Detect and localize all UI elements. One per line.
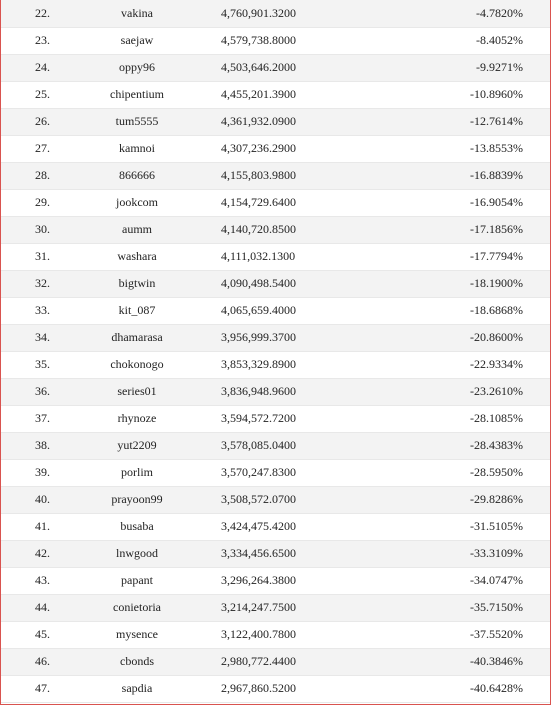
ranking-table — [1, 0, 550, 703]
percent-change-cell: -9.9271% — [357, 54, 550, 81]
table-row — [1, 540, 550, 567]
username-cell: papant — [83, 567, 191, 594]
percent-change-cell: -40.3846% — [357, 648, 550, 675]
table-row — [1, 81, 550, 108]
table-row — [1, 270, 550, 297]
table-row — [1, 0, 550, 27]
percent-change-cell: -16.8839% — [357, 162, 550, 189]
rank-cell: 43. — [1, 567, 83, 594]
value-cell: 3,956,999.3700 — [191, 324, 357, 351]
username-cell: yut2209 — [83, 432, 191, 459]
value-cell: 3,836,948.9600 — [191, 378, 357, 405]
rank-cell: 35. — [1, 351, 83, 378]
table-row — [1, 378, 550, 405]
percent-change-cell: -35.7150% — [357, 594, 550, 621]
username-cell: kit_087 — [83, 297, 191, 324]
rank-cell: 33. — [1, 297, 83, 324]
username-cell: washara — [83, 243, 191, 270]
rank-cell: 31. — [1, 243, 83, 270]
value-cell: 4,090,498.5400 — [191, 270, 357, 297]
username-cell: vakina — [83, 0, 191, 27]
value-cell: 4,307,236.2900 — [191, 135, 357, 162]
table-row — [1, 324, 550, 351]
rank-cell: 22. — [1, 0, 83, 27]
percent-change-cell: -34.0747% — [357, 567, 550, 594]
ranking-table-body — [1, 0, 550, 702]
value-cell: 4,455,201.3900 — [191, 81, 357, 108]
rank-cell: 23. — [1, 27, 83, 54]
rank-cell: 36. — [1, 378, 83, 405]
table-row — [1, 27, 550, 54]
percent-change-cell: -8.4052% — [357, 27, 550, 54]
value-cell: 3,334,456.6500 — [191, 540, 357, 567]
rank-cell: 24. — [1, 54, 83, 81]
username-cell: porlim — [83, 459, 191, 486]
username-cell: kamnoi — [83, 135, 191, 162]
username-cell: oppy96 — [83, 54, 191, 81]
percent-change-cell: -10.8960% — [357, 81, 550, 108]
username-cell: chipentium — [83, 81, 191, 108]
rank-cell: 37. — [1, 405, 83, 432]
username-cell: busaba — [83, 513, 191, 540]
percent-change-cell: -13.8553% — [357, 135, 550, 162]
rank-cell: 41. — [1, 513, 83, 540]
username-cell: prayoon99 — [83, 486, 191, 513]
table-row — [1, 297, 550, 324]
percent-change-cell: -40.6428% — [357, 675, 550, 702]
value-cell: 3,122,400.7800 — [191, 621, 357, 648]
table-row — [1, 162, 550, 189]
username-cell: saejaw — [83, 27, 191, 54]
value-cell: 4,503,646.2000 — [191, 54, 357, 81]
percent-change-cell: -17.7794% — [357, 243, 550, 270]
rank-cell: 42. — [1, 540, 83, 567]
table-row — [1, 351, 550, 378]
username-cell: lnwgood — [83, 540, 191, 567]
value-cell: 3,424,475.4200 — [191, 513, 357, 540]
table-row — [1, 513, 550, 540]
percent-change-cell: -31.5105% — [357, 513, 550, 540]
table-row — [1, 432, 550, 459]
percent-change-cell: -20.8600% — [357, 324, 550, 351]
rank-cell: 39. — [1, 459, 83, 486]
percent-change-cell: -18.6868% — [357, 297, 550, 324]
percent-change-cell: -22.9334% — [357, 351, 550, 378]
value-cell: 4,154,729.6400 — [191, 189, 357, 216]
value-cell: 3,508,572.0700 — [191, 486, 357, 513]
rank-cell: 46. — [1, 648, 83, 675]
table-row — [1, 108, 550, 135]
percent-change-cell: -23.2610% — [357, 378, 550, 405]
percent-change-cell: -18.1900% — [357, 270, 550, 297]
rank-cell: 26. — [1, 108, 83, 135]
percent-change-cell: -17.1856% — [357, 216, 550, 243]
value-cell: 3,296,264.3800 — [191, 567, 357, 594]
value-cell: 3,578,085.0400 — [191, 432, 357, 459]
username-cell: dhamarasa — [83, 324, 191, 351]
table-row — [1, 594, 550, 621]
table-row — [1, 621, 550, 648]
value-cell: 4,579,738.8000 — [191, 27, 357, 54]
value-cell: 2,967,860.5200 — [191, 675, 357, 702]
percent-change-cell: -12.7614% — [357, 108, 550, 135]
rank-cell: 47. — [1, 675, 83, 702]
rank-cell: 30. — [1, 216, 83, 243]
rank-cell: 29. — [1, 189, 83, 216]
rank-cell: 28. — [1, 162, 83, 189]
rank-cell: 25. — [1, 81, 83, 108]
username-cell: jookcom — [83, 189, 191, 216]
value-cell: 3,214,247.7500 — [191, 594, 357, 621]
username-cell: conietoria — [83, 594, 191, 621]
percent-change-cell: -4.7820% — [357, 0, 550, 27]
username-cell: chokonogo — [83, 351, 191, 378]
percent-change-cell: -37.5520% — [357, 621, 550, 648]
username-cell: bigtwin — [83, 270, 191, 297]
table-row — [1, 54, 550, 81]
username-cell: tum5555 — [83, 108, 191, 135]
rank-cell: 27. — [1, 135, 83, 162]
value-cell: 3,570,247.8300 — [191, 459, 357, 486]
value-cell: 4,361,932.0900 — [191, 108, 357, 135]
value-cell: 4,760,901.3200 — [191, 0, 357, 27]
value-cell: 3,594,572.7200 — [191, 405, 357, 432]
rank-cell: 32. — [1, 270, 83, 297]
username-cell: aumm — [83, 216, 191, 243]
username-cell: series01 — [83, 378, 191, 405]
rank-cell: 44. — [1, 594, 83, 621]
value-cell: 4,111,032.1300 — [191, 243, 357, 270]
table-row — [1, 135, 550, 162]
rank-cell: 40. — [1, 486, 83, 513]
percent-change-cell: -28.5950% — [357, 459, 550, 486]
percent-change-cell: -28.1085% — [357, 405, 550, 432]
table-row — [1, 243, 550, 270]
percent-change-cell: -28.4383% — [357, 432, 550, 459]
percent-change-cell: -16.9054% — [357, 189, 550, 216]
username-cell: rhynoze — [83, 405, 191, 432]
username-cell: mysence — [83, 621, 191, 648]
value-cell: 4,155,803.9800 — [191, 162, 357, 189]
table-row — [1, 567, 550, 594]
value-cell: 2,980,772.4400 — [191, 648, 357, 675]
percent-change-cell: -33.3109% — [357, 540, 550, 567]
value-cell: 4,065,659.4000 — [191, 297, 357, 324]
table-row — [1, 216, 550, 243]
table-row — [1, 648, 550, 675]
rank-cell: 38. — [1, 432, 83, 459]
rank-cell: 45. — [1, 621, 83, 648]
table-row — [1, 459, 550, 486]
value-cell: 4,140,720.8500 — [191, 216, 357, 243]
table-row — [1, 486, 550, 513]
table-row — [1, 405, 550, 432]
table-row — [1, 189, 550, 216]
percent-change-cell: -29.8286% — [357, 486, 550, 513]
username-cell: sapdia — [83, 675, 191, 702]
value-cell: 3,853,329.8900 — [191, 351, 357, 378]
username-cell: cbonds — [83, 648, 191, 675]
rank-cell: 34. — [1, 324, 83, 351]
table-row — [1, 675, 550, 702]
username-cell: 866666 — [83, 162, 191, 189]
